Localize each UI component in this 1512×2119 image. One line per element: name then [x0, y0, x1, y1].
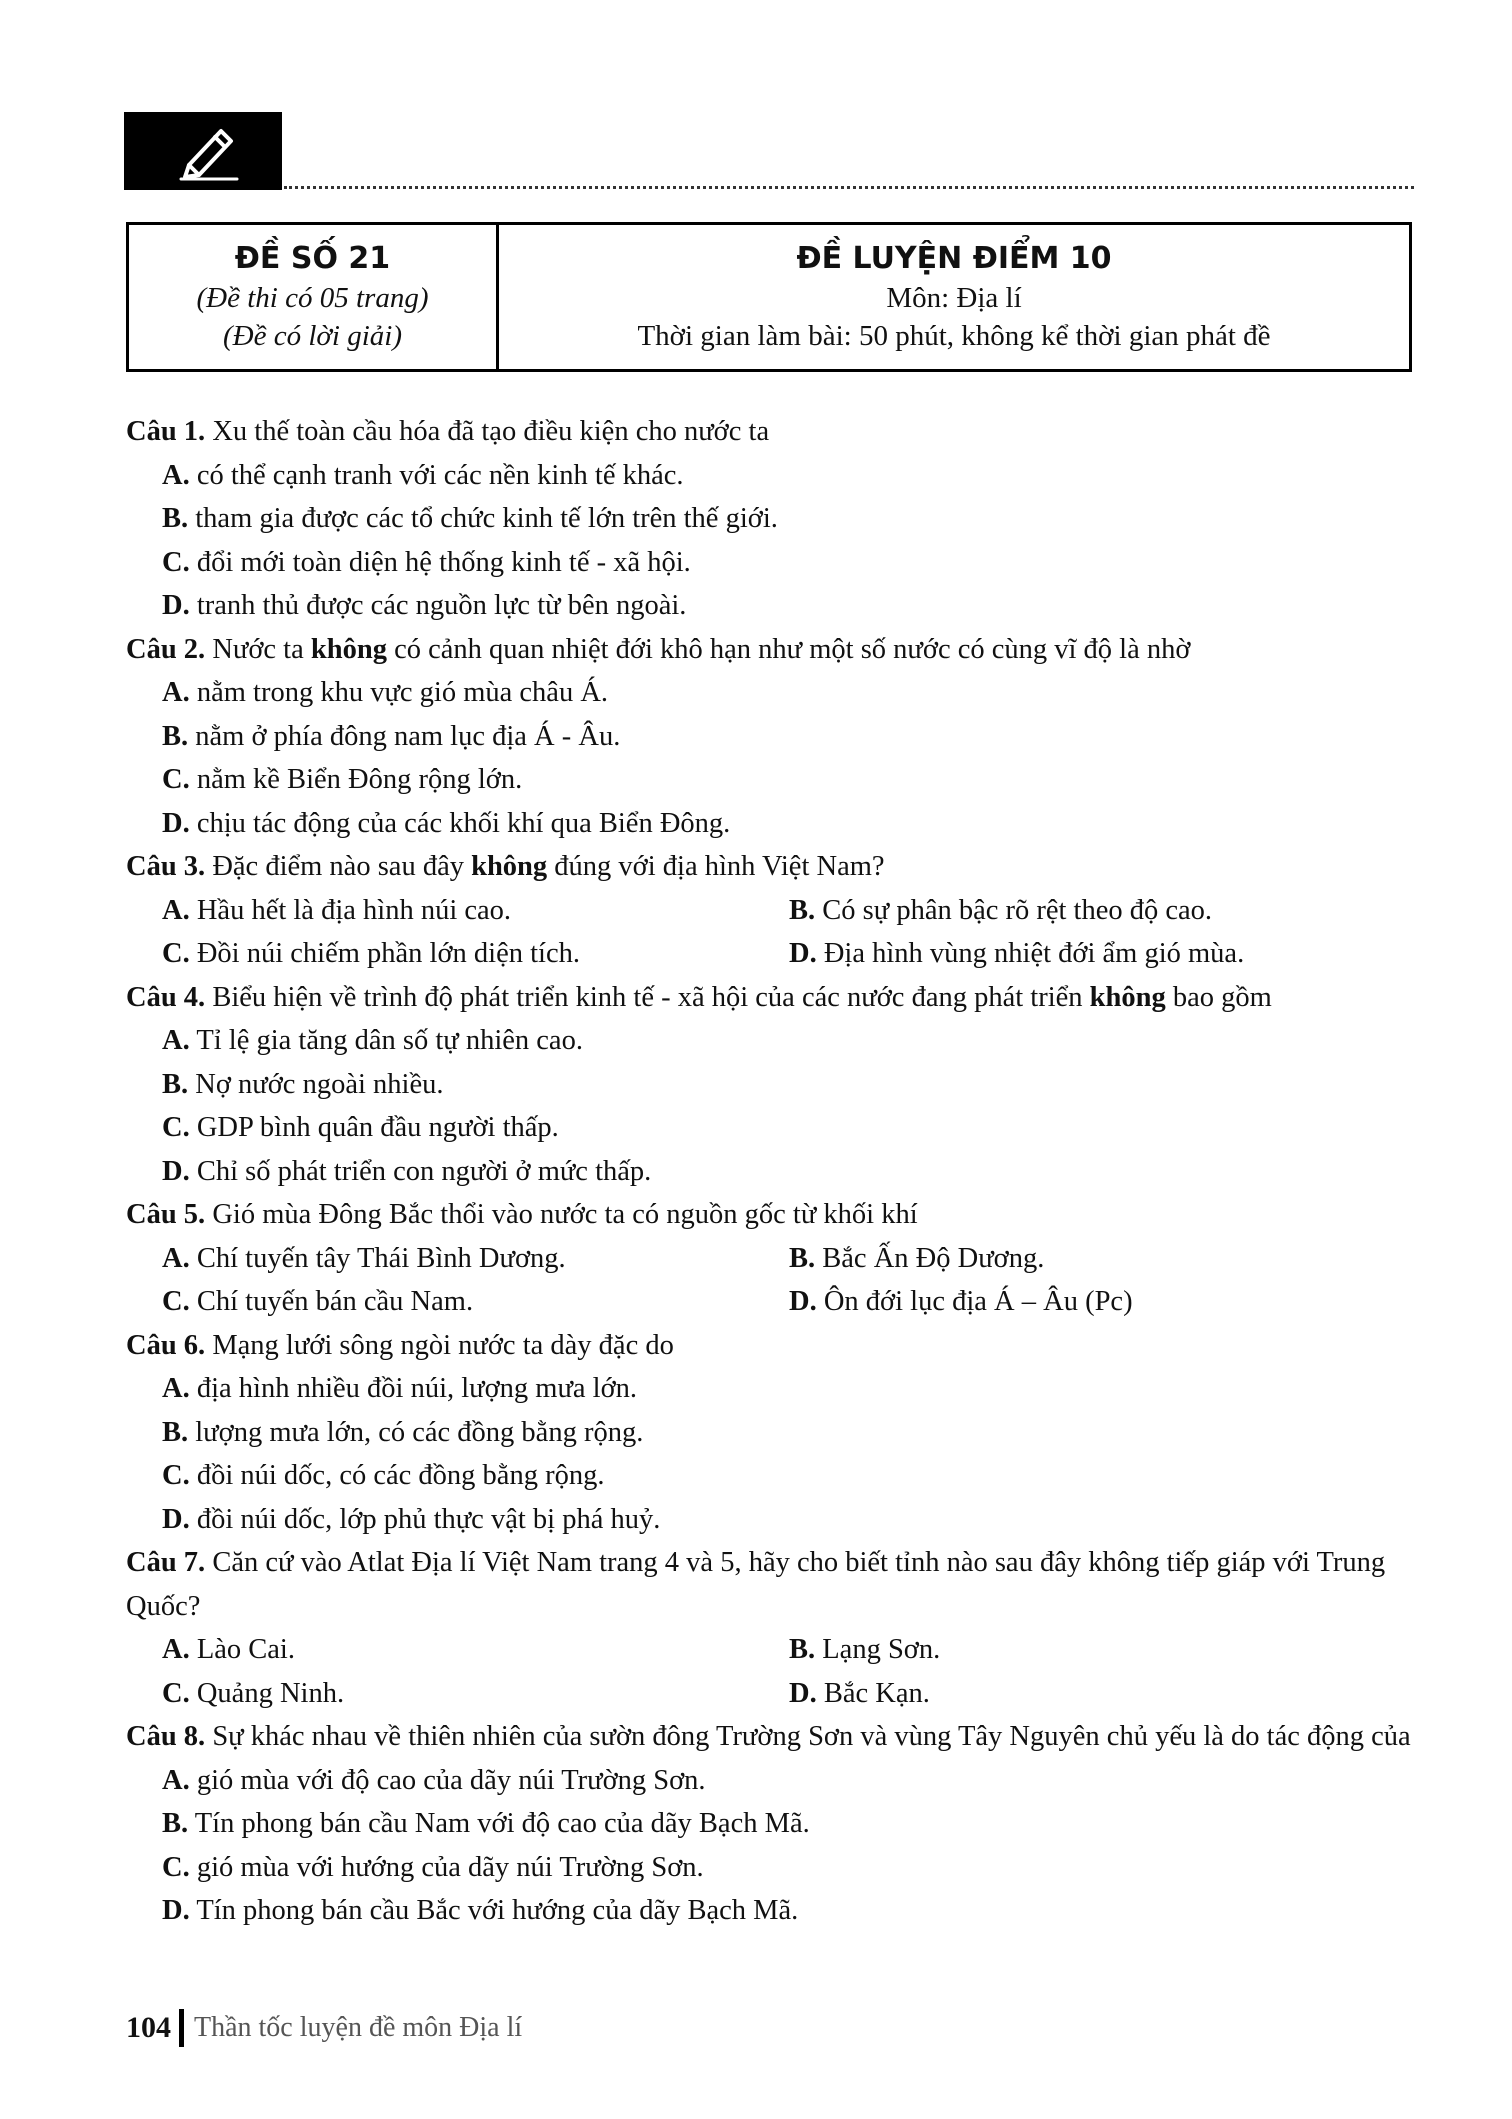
option-letter: A. — [162, 894, 190, 926]
stem-text: Nước ta — [205, 633, 311, 665]
option-letter: D. — [789, 1286, 817, 1317]
option-letter: D. — [162, 590, 190, 621]
pencil-banner — [124, 112, 282, 190]
option-row — [126, 932, 1416, 976]
option-text: gió mùa với hướng của dãy núi Trường Sơn. — [189, 1851, 704, 1883]
option-text: Bắc Kạn. — [816, 1677, 930, 1709]
option-c — [126, 1106, 1416, 1150]
option-text: Chí tuyến bán cầu Nam. — [189, 1286, 474, 1317]
question-stem — [126, 628, 1416, 672]
question-number: Câu 8. — [126, 1721, 206, 1752]
option-text: gió mùa với độ cao của dãy núi Trường Sơn. — [189, 1764, 706, 1796]
footer-divider — [179, 2009, 184, 2047]
emphasis-text: không — [471, 851, 548, 882]
stem-text: Căn cứ vào Atlat Địa lí Việt Nam trang 4 và 5, hãy cho biết tỉnh nào sau đây không tiếp giáp với Trung Quốc? — [126, 1547, 1386, 1622]
option-d — [789, 1280, 1416, 1324]
question-stem — [126, 1324, 1416, 1368]
option-text: chịu tác động của các khối khí qua Biển Đông. — [189, 807, 731, 839]
option-d — [126, 584, 1416, 628]
option-text: tham gia được các tổ chức kinh tế lớn trên thế giới. — [188, 503, 778, 534]
option-b — [789, 1628, 1416, 1672]
stem-text: Sự khác nhau về thiên nhiên của sườn đông Trường Sơn và vùng Tây Nguyên chủ yếu là do tác động của — [205, 1721, 1411, 1752]
option-b — [126, 1802, 1416, 1846]
option-letter: B. — [162, 720, 189, 752]
option-letter: D. — [162, 807, 190, 839]
option-row — [126, 1237, 1416, 1281]
option-letter: C. — [162, 764, 190, 795]
stem-text: có cảnh quan nhiệt đới khô hạn như một số nước có cùng vĩ độ là nhờ — [386, 633, 1191, 665]
question-stem — [126, 976, 1416, 1020]
question-number: Câu 7. — [126, 1547, 206, 1578]
option-letter: A. — [162, 1242, 190, 1274]
book-title: Thần tốc luyện đề môn Địa lí — [194, 2012, 523, 2043]
option-a — [162, 889, 789, 933]
option-d — [126, 802, 1416, 846]
stem-text: Gió mùa Đông Bắc thổi vào nước ta có nguồn gốc từ khối khí — [205, 1199, 918, 1230]
stem-text: Mạng lưới sông ngòi nước ta dày đặc do — [205, 1329, 674, 1361]
option-c — [162, 1280, 789, 1324]
option-a — [126, 671, 1416, 715]
option-text: GDP bình quân đầu người thấp. — [189, 1112, 559, 1143]
option-c — [126, 1454, 1416, 1498]
question-stem — [126, 1193, 1416, 1237]
question-list — [126, 410, 1416, 1933]
option-a — [126, 1759, 1416, 1803]
option-row — [126, 889, 1416, 933]
option-text: Chí tuyến tây Thái Bình Dương. — [189, 1242, 566, 1274]
option-d — [126, 1889, 1416, 1933]
option-letter: A. — [162, 1025, 190, 1056]
exam-header — [126, 222, 1412, 372]
option-a — [162, 1628, 789, 1672]
option-a — [162, 1237, 789, 1281]
option-text: đổi mới toàn diện hệ thống kinh tế - xã hội. — [189, 546, 691, 578]
emphasis-text: không — [310, 633, 387, 665]
option-d — [789, 1672, 1416, 1716]
option-text: Nợ nước ngoài nhiều. — [188, 1068, 444, 1100]
option-b — [789, 889, 1416, 933]
option-a — [126, 454, 1416, 498]
option-text: Địa hình vùng nhiệt đới ẩm gió mùa. — [816, 938, 1245, 969]
option-letter: D. — [162, 1895, 190, 1926]
option-letter: C. — [162, 1112, 190, 1143]
option-letter: C. — [162, 546, 190, 578]
option-text: địa hình nhiều đồi núi, lượng mưa lớn. — [189, 1373, 638, 1404]
question-3 — [126, 845, 1416, 976]
option-b — [126, 497, 1416, 541]
option-text: nằm kề Biển Đông rộng lớn. — [189, 764, 523, 795]
exam-title: ĐỀ LUYỆN ĐIỂM 10 — [796, 241, 1112, 276]
question-stem — [126, 410, 1416, 454]
question-8 — [126, 1715, 1416, 1933]
option-b — [126, 1063, 1416, 1107]
exam-info-cell — [499, 225, 1409, 369]
option-text: lượng mưa lớn, có các đồng bằng rộng. — [188, 1416, 644, 1448]
stem-text: Biểu hiện về trình độ phát triển kinh tế - xã hội của các nước đang phát triển — [205, 981, 1090, 1013]
option-c — [126, 541, 1416, 585]
option-letter: C. — [162, 938, 190, 969]
option-letter: A. — [162, 677, 190, 708]
option-text: Tín phong bán cầu Nam với độ cao của dãy Bạch Mã. — [188, 1808, 810, 1839]
option-letter: B. — [162, 1068, 189, 1100]
question-stem — [126, 1541, 1416, 1628]
option-d — [126, 1498, 1416, 1542]
option-text: Có sự phân bậc rõ rệt theo độ cao. — [815, 894, 1213, 926]
exam-number: ĐỀ SỐ 21 — [234, 241, 391, 276]
question-2 — [126, 628, 1416, 846]
dotted-rule — [284, 186, 1414, 189]
option-text: nằm ở phía đông nam lục địa Á - Âu. — [188, 720, 621, 752]
option-text: đồi núi dốc, có các đồng bằng rộng. — [189, 1460, 605, 1491]
option-letter: C. — [162, 1851, 190, 1883]
question-stem — [126, 845, 1416, 889]
option-text: đồi núi dốc, lớp phủ thực vật bị phá huỷ. — [189, 1503, 661, 1535]
question-7 — [126, 1541, 1416, 1715]
exam-id-cell — [129, 225, 499, 369]
option-d — [789, 932, 1416, 976]
option-letter: A. — [162, 1634, 190, 1665]
option-c — [126, 758, 1416, 802]
option-letter: B. — [162, 1808, 189, 1839]
page-footer — [126, 2008, 522, 2048]
option-text: Bắc Ấn Độ Dương. — [815, 1242, 1045, 1274]
question-number: Câu 1. — [126, 416, 206, 447]
option-text: có thể cạnh tranh với các nền kinh tế khác. — [189, 459, 684, 491]
option-b — [126, 1411, 1416, 1455]
question-number: Câu 4. — [126, 981, 206, 1013]
option-letter: B. — [789, 1242, 816, 1274]
option-letter: D. — [162, 1503, 190, 1535]
page-count-note: (Đề thi có 05 trang) — [196, 282, 429, 314]
option-text: Tín phong bán cầu Bắc với hướng của dãy Bạch Mã. — [189, 1895, 799, 1926]
option-letter: A. — [162, 459, 190, 491]
option-row — [126, 1672, 1416, 1716]
option-text: Ôn đới lục địa Á – Âu (Pc) — [816, 1286, 1133, 1317]
option-text: Hầu hết là địa hình núi cao. — [189, 894, 512, 926]
option-b — [126, 715, 1416, 759]
option-text: Đồi núi chiếm phần lớn diện tích. — [189, 938, 580, 969]
stem-text: bao gồm — [1165, 981, 1272, 1013]
pencil-icon — [177, 121, 241, 181]
question-number: Câu 5. — [126, 1199, 206, 1230]
option-letter: D. — [789, 938, 817, 969]
option-c — [162, 1672, 789, 1716]
question-6 — [126, 1324, 1416, 1542]
option-letter: B. — [789, 1634, 816, 1665]
stem-text: Xu thế toàn cầu hóa đã tạo điều kiện cho nước ta — [205, 416, 770, 447]
option-letter: A. — [162, 1373, 190, 1404]
question-number: Câu 6. — [126, 1329, 206, 1361]
option-letter: B. — [162, 1416, 189, 1448]
stem-text: đúng với địa hình Việt Nam? — [547, 851, 885, 882]
emphasis-text: không — [1089, 981, 1166, 1013]
subject-line: Môn: Địa lí — [886, 282, 1022, 314]
question-5 — [126, 1193, 1416, 1324]
option-letter: D. — [789, 1677, 817, 1709]
option-text: tranh thủ được các nguồn lực từ bên ngoài. — [189, 590, 687, 621]
option-a — [126, 1367, 1416, 1411]
option-letter: C. — [162, 1460, 190, 1491]
option-a — [126, 1019, 1416, 1063]
option-c — [126, 1846, 1416, 1890]
option-text: Lào Cai. — [189, 1634, 295, 1665]
option-letter: C. — [162, 1677, 190, 1709]
page-number: 104 — [126, 2011, 171, 2044]
question-4 — [126, 976, 1416, 1194]
stem-text: Đặc điểm nào sau đây — [205, 851, 472, 882]
option-row — [126, 1628, 1416, 1672]
time-line: Thời gian làm bài: 50 phút, không kể thời gian phát đề — [637, 320, 1271, 352]
option-letter: B. — [789, 894, 816, 926]
option-b — [789, 1237, 1416, 1281]
option-letter: A. — [162, 1764, 190, 1796]
option-text: Chỉ số phát triển con người ở mức thấp. — [189, 1155, 652, 1187]
option-text: Tỉ lệ gia tăng dân số tự nhiên cao. — [189, 1025, 583, 1056]
option-letter: C. — [162, 1286, 190, 1317]
question-number: Câu 2. — [126, 633, 206, 665]
question-stem — [126, 1715, 1416, 1759]
option-d — [126, 1150, 1416, 1194]
option-letter: B. — [162, 503, 189, 534]
solution-note: (Đề có lời giải) — [223, 320, 402, 352]
question-number: Câu 3. — [126, 851, 206, 882]
option-text: nằm trong khu vực gió mùa châu Á. — [189, 677, 609, 708]
option-c — [162, 932, 789, 976]
option-text: Quảng Ninh. — [189, 1677, 345, 1709]
question-1 — [126, 410, 1416, 628]
option-letter: D. — [162, 1155, 190, 1187]
option-row — [126, 1280, 1416, 1324]
option-text: Lạng Sơn. — [815, 1634, 941, 1665]
